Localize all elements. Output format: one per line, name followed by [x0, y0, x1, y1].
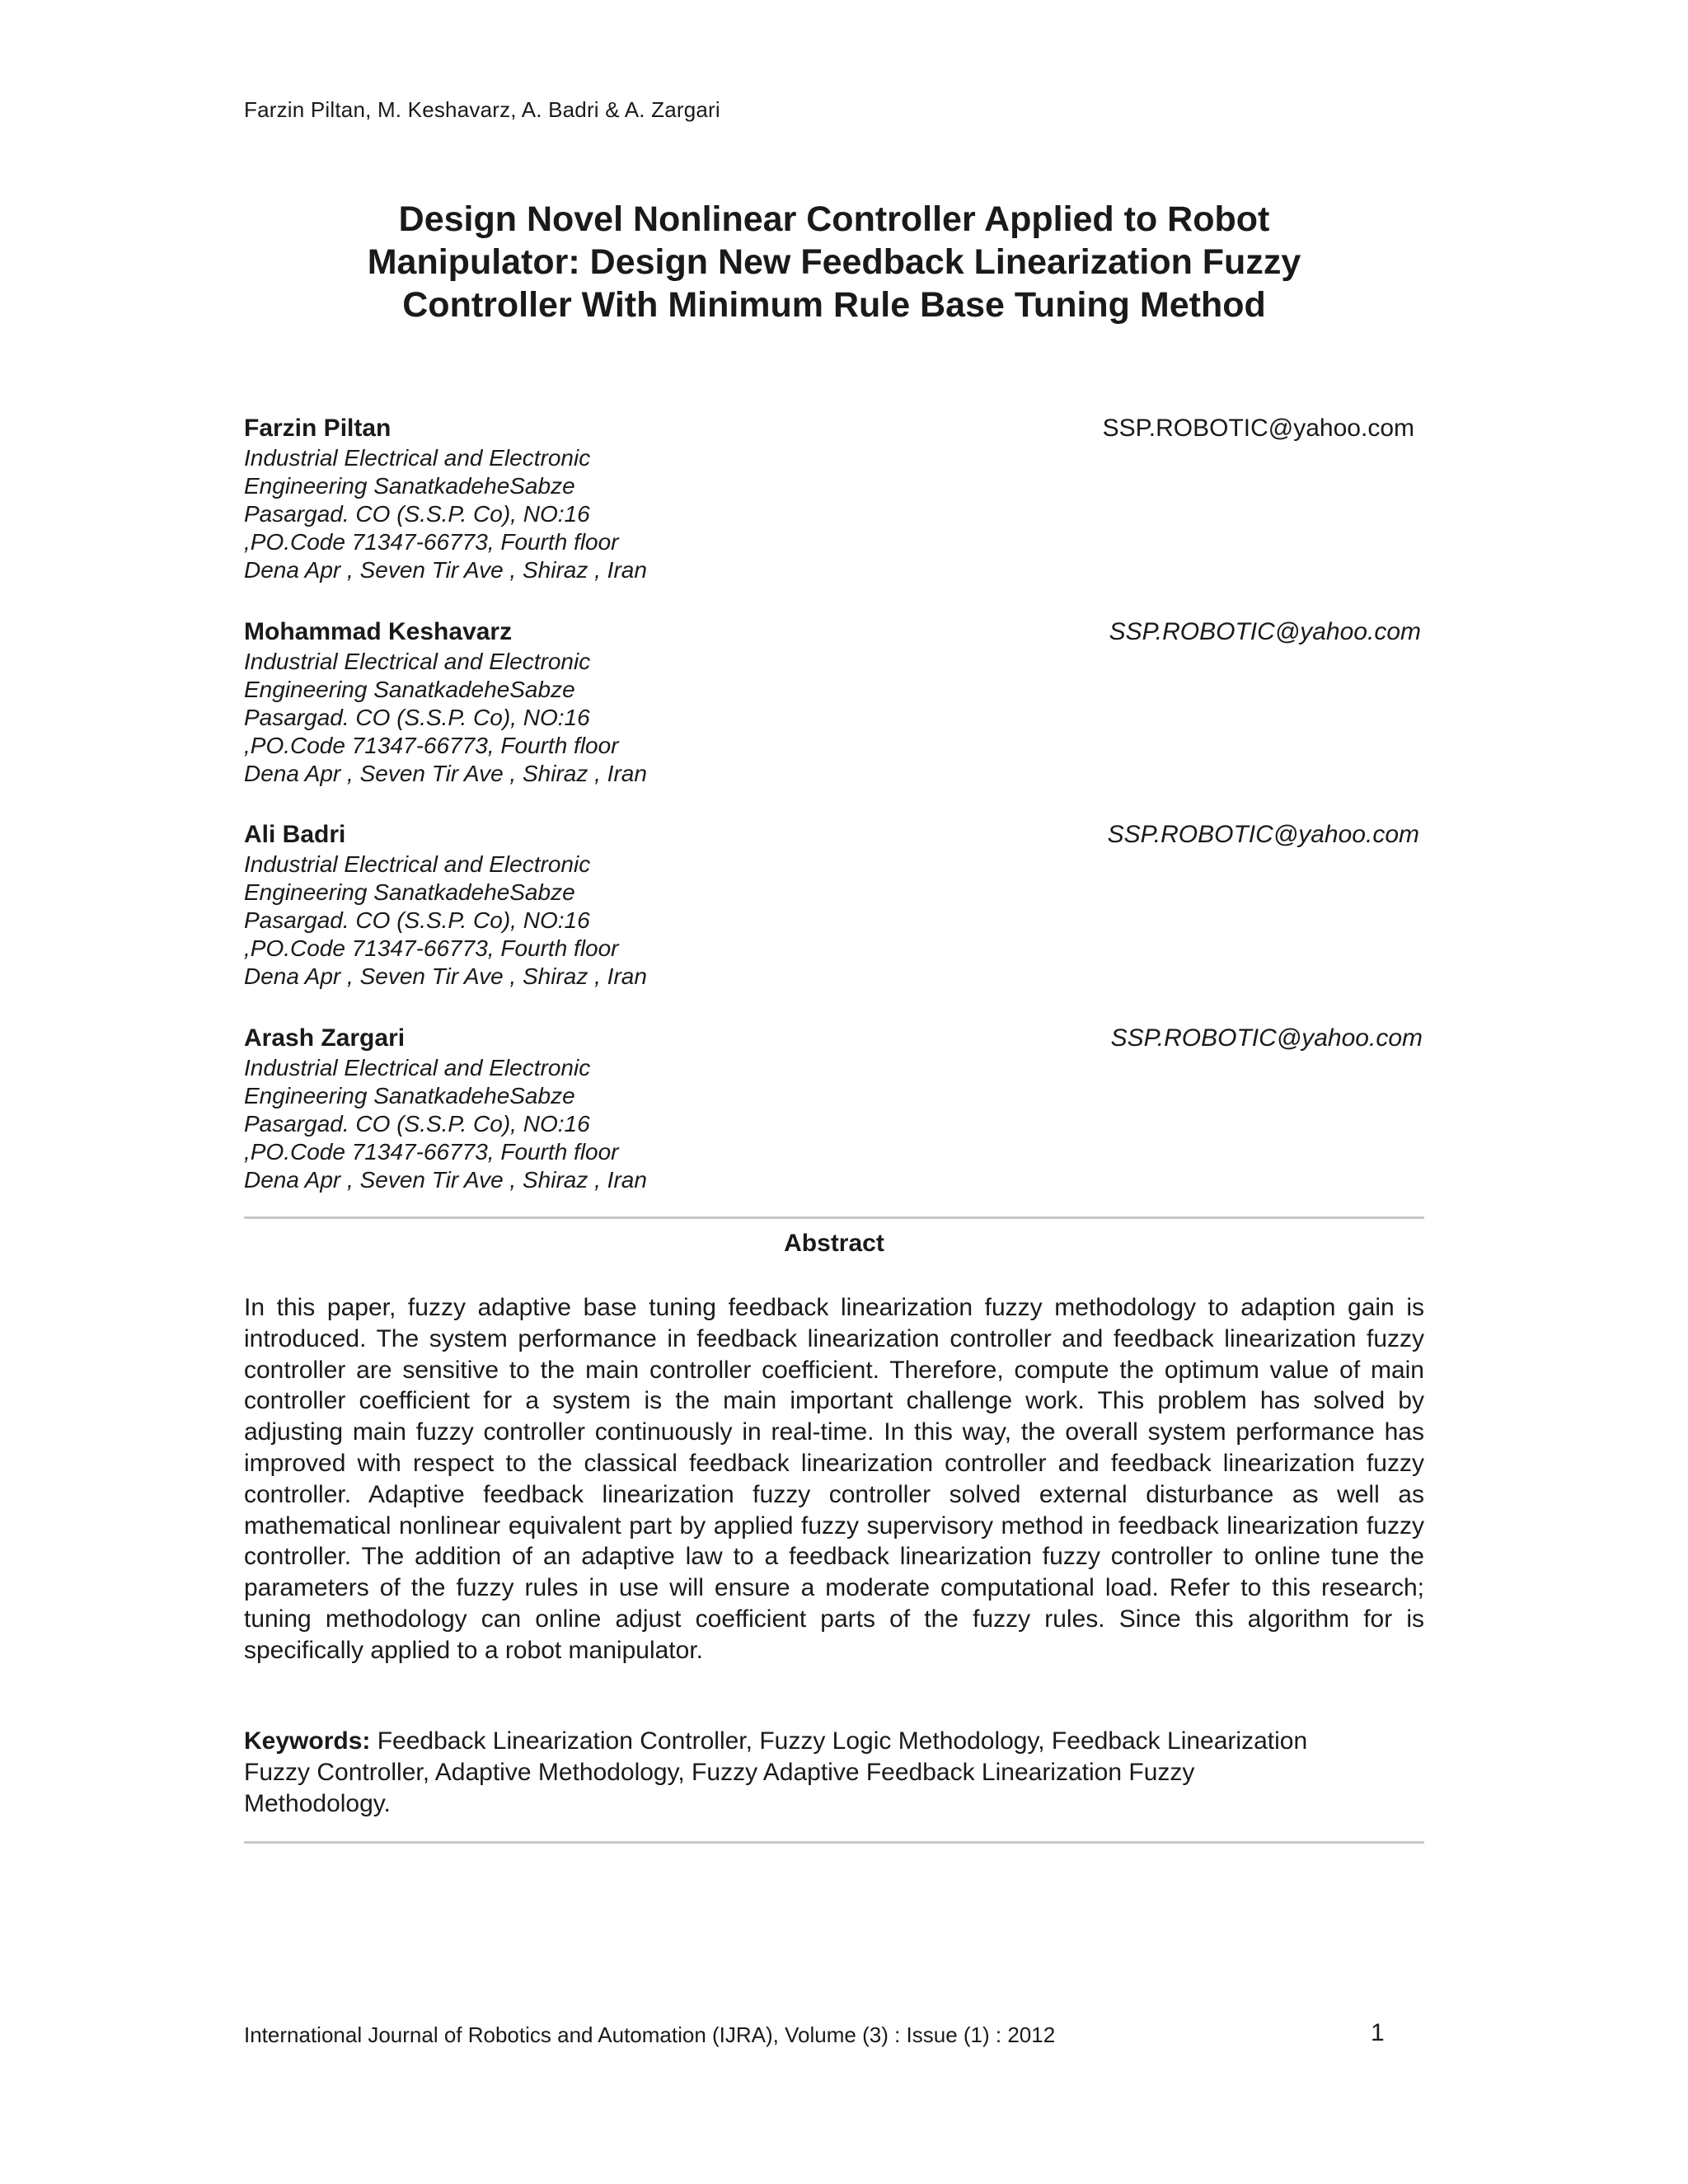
author-affiliation-line: Dena Apr , Seven Tir Ave , Shiraz , Iran — [244, 761, 647, 786]
keywords-section — [244, 1726, 1424, 1820]
author-block — [244, 618, 1424, 804]
author-affiliation-line: Dena Apr , Seven Tir Ave , Shiraz , Iran — [244, 1167, 647, 1193]
author-name: Ali Badri — [244, 821, 346, 848]
keywords-line — [244, 1726, 1424, 1757]
journal-footer: International Journal of Robotics and Automation (IJRA), Volume (3) : Issue (1) : 2012 — [244, 2022, 1056, 2047]
author-affiliation-line: Engineering SanatkadeheSabze — [244, 473, 575, 499]
author-affiliation-line: ,PO.Code 71347-66773, Fourth floor — [244, 935, 619, 961]
author-email-link[interactable]: SSP.ROBOTIC@yahoo.com — [1110, 1024, 1423, 1052]
author-block — [244, 1024, 1424, 1210]
author-affiliation-line: Pasargad. CO (S.S.P. Co), NO:16 — [244, 501, 590, 527]
author-name: Arash Zargari — [244, 1024, 406, 1052]
author-block — [244, 821, 1424, 1006]
author-email-link[interactable]: SSP.ROBOTIC@yahoo.com — [1102, 415, 1414, 442]
divider-rule — [244, 1216, 1424, 1219]
author-email-link[interactable]: SSP.ROBOTIC@yahoo.com — [1109, 618, 1421, 645]
abstract-body: In this paper, fuzzy adaptive base tuning feedback linearization fuzzy methodology to adaption gain is introduced. The system performance in feedback linearization controller and feedback linearization fuzzy controller are sensitive to the main controller coefficient. Therefore, compute the optimum value of main controller coefficient for a system is the main important challenge work. This problem has solved by adjusting main fuzzy controller continuously in real-time. In this way, the overall system performance has improved with respect to the classical feedback linearization controller and feedback linearization fuzzy controller. Adaptive feedback linearization fuzzy controller solved external disturbance as well as mathematical nonlinear equivalent part by applied fuzzy supervisory method in feedback linearization fuzzy controller. The addition of an adaptive law to a feedback linearization fuzzy controller to online tune the parameters of the fuzzy rules in use will ensure a moderate computational load. Refer to this research; tuning methodology can online adjust coefficient parts of the fuzzy rules. Since this algorithm for is specifically applied to a robot manipulator. — [244, 1294, 1424, 1664]
author-name: Farzin Piltan — [244, 415, 392, 442]
author-affiliation-line: Dena Apr , Seven Tir Ave , Shiraz , Iran — [244, 963, 647, 989]
author-affiliation-line: Dena Apr , Seven Tir Ave , Shiraz , Iran — [244, 557, 647, 583]
author-affiliation-line: Pasargad. CO (S.S.P. Co), NO:16 — [244, 705, 590, 730]
paper-title — [244, 198, 1424, 326]
title-line: Manipulator: Design New Feedback Linearization Fuzzy — [367, 242, 1301, 282]
author-affiliation-line: Industrial Electrical and Electronic — [244, 445, 591, 471]
divider-rule — [244, 1841, 1424, 1844]
author-affiliation-line: Engineering SanatkadeheSabze — [244, 677, 575, 702]
title-line: Design Novel Nonlinear Controller Applied to Robot — [398, 199, 1270, 239]
author-affiliation-line: Pasargad. CO (S.S.P. Co), NO:16 — [244, 1111, 590, 1137]
author-affiliation-line: ,PO.Code 71347-66773, Fourth floor — [244, 529, 619, 555]
running-head: Farzin Piltan, M. Keshavarz, A. Badri & A. Zargari — [244, 97, 720, 122]
author-affiliation-line: Industrial Electrical and Electronic — [244, 649, 591, 674]
author-affiliation-line: ,PO.Code 71347-66773, Fourth floor — [244, 733, 619, 758]
author-affiliation-line: Engineering SanatkadeheSabze — [244, 1083, 575, 1108]
author-affiliation-line: Industrial Electrical and Electronic — [244, 1055, 591, 1080]
abstract-heading: Abstract — [784, 1230, 884, 1257]
author-affiliation-line: ,PO.Code 71347-66773, Fourth floor — [244, 1139, 619, 1165]
keywords-line: Fuzzy Controller, Adaptive Methodology, Fuzzy Adaptive Feedback Linearization Fuzzy — [244, 1759, 1195, 1786]
author-affiliation-line: Industrial Electrical and Electronic — [244, 851, 591, 877]
author-block — [244, 415, 1424, 600]
title-line: Controller With Minimum Rule Base Tuning Method — [402, 285, 1266, 325]
page-number: 1 — [1371, 2019, 1385, 2046]
author-name: Mohammad Keshavarz — [244, 618, 513, 645]
author-affiliation-line: Pasargad. CO (S.S.P. Co), NO:16 — [244, 907, 590, 933]
author-email-link[interactable]: SSP.ROBOTIC@yahoo.com — [1107, 821, 1419, 848]
keywords-label: Keywords: — [244, 1727, 371, 1755]
keywords-text: Feedback Linearization Controller, Fuzzy Logic Methodology, Feedback Linearization — [377, 1727, 1308, 1755]
author-affiliation-line: Engineering SanatkadeheSabze — [244, 879, 575, 905]
keywords-line: Methodology. — [244, 1790, 391, 1817]
